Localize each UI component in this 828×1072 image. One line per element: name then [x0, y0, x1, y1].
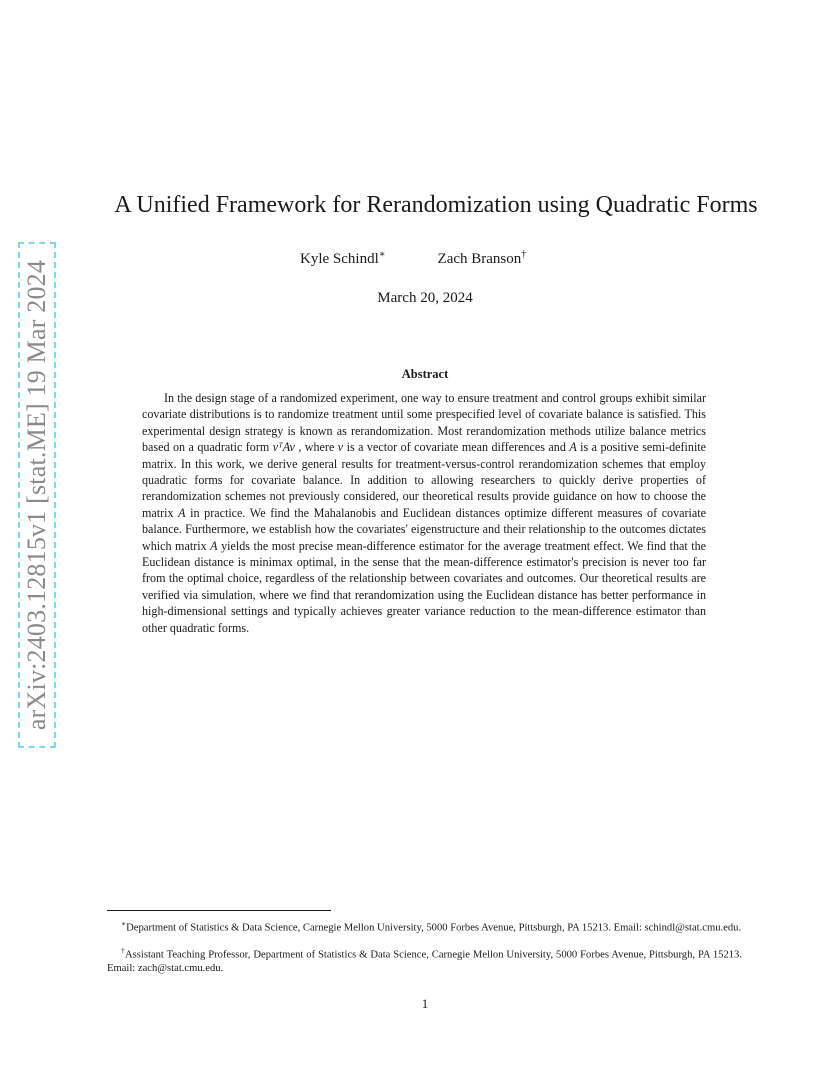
author-1-name: Kyle Schindl — [300, 251, 379, 267]
matrix-symbol-2: A — [178, 505, 186, 520]
abstract-heading: Abstract — [401, 367, 449, 381]
quadratic-form: vᵀAv — [272, 440, 295, 455]
paper-title: A Unified Framework for Rerandomization using Quadratic Forms — [114, 192, 758, 218]
author-list — [300, 249, 526, 268]
page-number: 1 — [421, 996, 429, 1011]
abstract-part-1: In the design stage of a randomized experiment, one way to ensure treatment and control groups exhibit similar covariate distributions is to randomize treatment until some prespecified level of covariate balance is satisfied. This experimental design strategy is known as rerandomization. Most rerandomization methods utilize balance metrics based on a quadratic form — [142, 391, 706, 455]
footnote-2-mark: † — [121, 946, 126, 955]
footnote-divider — [107, 910, 331, 911]
footnote-1-mark: ∗ — [121, 919, 127, 928]
author-2 — [438, 249, 527, 268]
author-2-mark: † — [521, 249, 527, 260]
matrix-symbol-3: A — [210, 538, 218, 553]
author-2-name: Zach Branson — [437, 251, 522, 267]
paper-date: March 20, 2024 — [377, 290, 473, 306]
footnote-1-text: Department of Statistics & Data Science, Carnegie Mellon University, 5000 Forbes Avenue, Pittsburgh, PA 15213. Email: schindl@stat.cmu.edu. — [126, 922, 742, 934]
matrix-symbol: A — [569, 440, 577, 455]
vector-symbol: v — [337, 440, 344, 455]
abstract-part-5: in practice. We find the Mahalanobis and Euclidean distances optimize different measures of covariate balance. Furthermore, we establish how the covariates' eigenstructure and their relationship to the outcomes dictates which matrix — [142, 505, 707, 553]
footnote-2-text: Assistant Teaching Professor, Department of Statistics & Data Science, Carnegie Mellon University, 5000 Forbes Avenue, Pittsburgh, PA 15213. Email: zach@stat.cmu.edu. — [107, 949, 742, 975]
footnote-1 — [107, 917, 742, 935]
abstract-part-2: , where — [298, 440, 335, 455]
author-1 — [300, 249, 386, 268]
arxiv-stamp: arXiv:2403.12815v1 [stat.ME] 19 Mar 2024 — [22, 259, 51, 731]
abstract-part-3: is a vector of covariate mean differences and — [346, 440, 566, 455]
abstract-part-4: is a positive semi-definite matrix. In this work, we derive general results for treatment-versus-control rerandomization schemes that employ quadratic forms for covariate balance. In addition to allowing researchers to quickly derive properties of rerandomization schemes not previously considered, our theoretical results provide guidance on how to choose the matrix — [142, 440, 707, 520]
abstract-text — [142, 390, 706, 636]
footnote-2 — [107, 944, 742, 976]
author-1-mark: ∗ — [378, 249, 386, 260]
abstract-part-6: yields the most precise mean-difference estimator for the average treatment effect. We find that the Euclidean distance is minimax optimal, in the sense that the mean-difference estimator's precision is never too far from the optimal choice, regardless of the relationship between covariates and outcomes. Our theoretical results are verified via simulation, where we find that rerandomization using the Euclidean distance has better performance in high-dimensional settings and typically achieves greater variance reduction to the mean-difference estimator than other quadratic forms. — [142, 538, 706, 635]
